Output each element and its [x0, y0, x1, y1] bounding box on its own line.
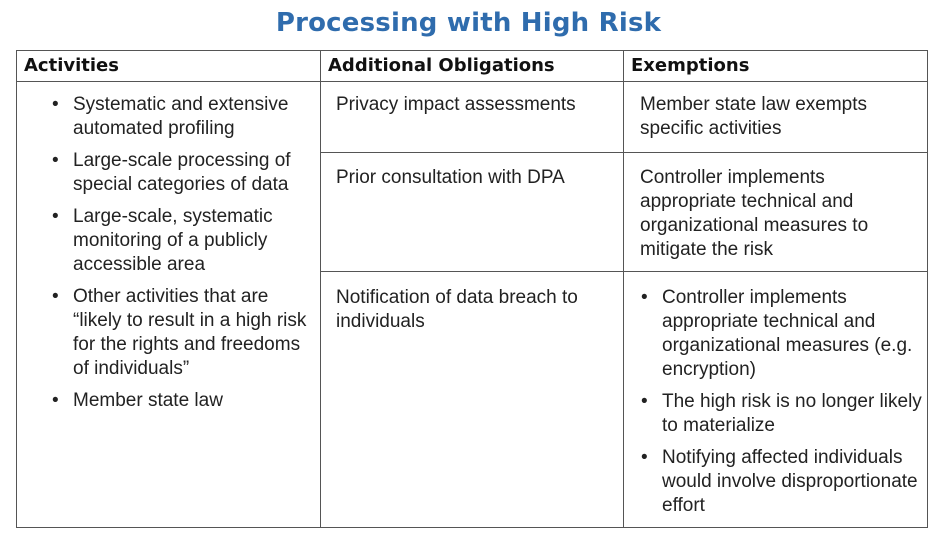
exemption-list [624, 286, 924, 518]
activity-item: • Large-scale processing of special categories of data [35, 149, 315, 197]
exemption-cell: Member state law exempts specific activities [640, 94, 868, 139]
activities-cell [35, 93, 315, 421]
activity-item: • Large-scale, systematic monitoring of a publicly accessible area [35, 205, 315, 277]
page-title: Processing with High Risk [275, 8, 662, 38]
obligation-cell: Notification of data breach to individuals [336, 287, 578, 332]
activity-item: • Systematic and extensive automated profiling [35, 93, 315, 141]
activity-item: • Other activities that are “likely to result in a high risk for the rights and freedoms of individuals” [35, 285, 315, 381]
exemption-item: • The high risk is no longer likely to materialize [624, 390, 924, 438]
activity-item: • Member state law [35, 389, 315, 413]
table-border-right [927, 50, 928, 528]
header-separator [16, 81, 928, 82]
obligation-cell: Prior consultation with DPA [336, 167, 565, 188]
row-separator-1 [320, 152, 928, 153]
row-separator-2 [320, 271, 928, 272]
table-border-top [16, 50, 928, 51]
obligation-cell: Privacy impact assessments [336, 94, 576, 115]
table-border-bottom [16, 527, 928, 528]
exemption-item: • Notifying affected individuals would involve disproportionate effort [624, 446, 924, 518]
exemption-cell [624, 286, 924, 526]
activities-list [35, 93, 315, 413]
exemption-cell: Controller implements appropriate technical and organizational measures to mitigate the risk [640, 167, 869, 260]
header-exemptions: Exemptions [631, 55, 750, 76]
exemption-item: • Controller implements appropriate technical and organizational measures (e.g. encryption) [624, 286, 924, 382]
header-additional-obligations: Additional Obligations [328, 55, 555, 76]
column-separator-1 [320, 50, 321, 528]
table-border-left [16, 50, 17, 528]
header-activities: Activities [24, 55, 119, 76]
